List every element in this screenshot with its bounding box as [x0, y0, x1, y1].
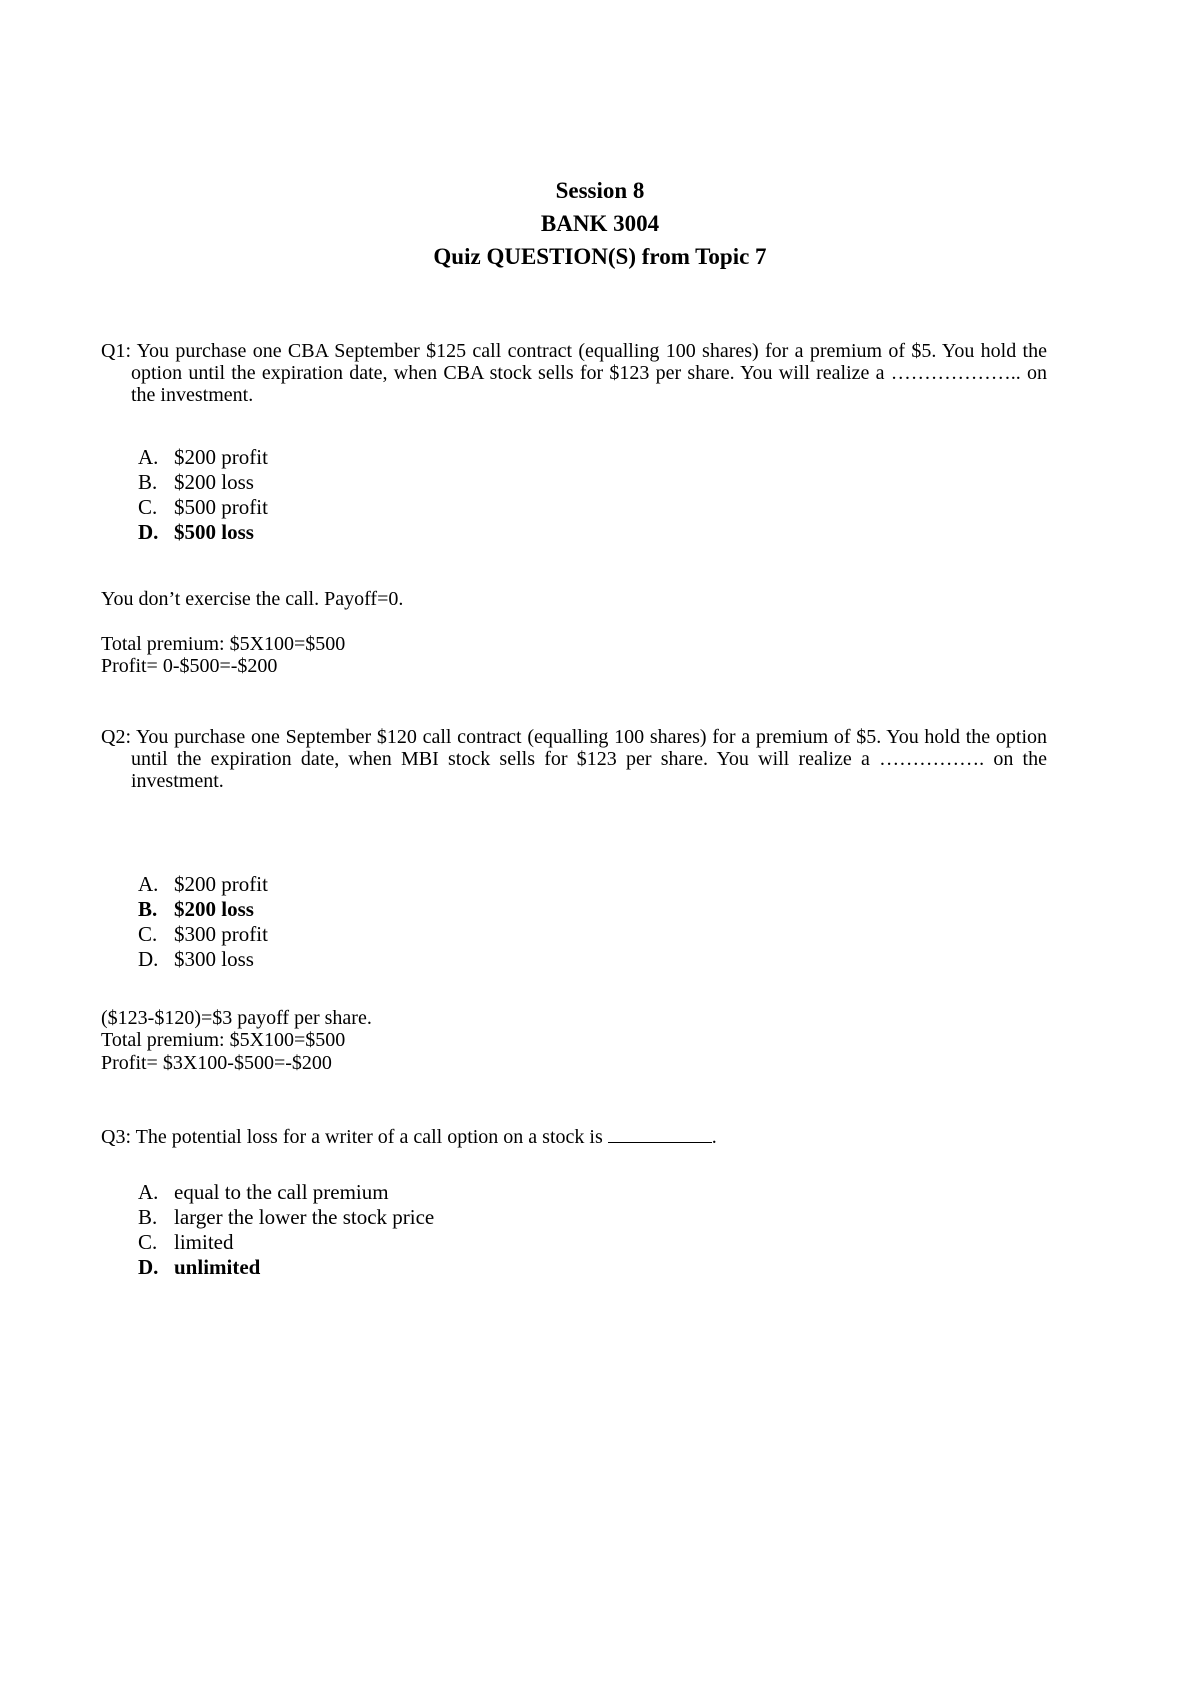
q1-explanation-profit: Profit= 0-$500=-$200: [101, 655, 278, 677]
q3-option-b: B. larger the lower the stock price: [138, 1205, 435, 1229]
q1-option-a: A. $200 profit: [138, 445, 268, 469]
q1-option-c: C. $500 profit: [138, 495, 268, 519]
document-title: [0, 174, 1200, 273]
question-1-text: Q1: You purchase one CBA September $125 call contract (equalling 100 shares) for a premium of $5. You hold the option until the expiration date, when CBA stock sells for $123 per share. You will realize a ……………….. on the investment.: [101, 340, 1047, 406]
question-3-options: [138, 1180, 434, 1280]
q2-option-d: D. $300 loss: [138, 947, 254, 971]
answer-blank: [608, 1124, 712, 1143]
q2-explanation-premium: Total premium: $5X100=$500: [101, 1029, 346, 1051]
question-2-options: [138, 872, 268, 972]
question-2: [101, 726, 1047, 792]
q1-option-b: B. $200 loss: [138, 470, 254, 494]
question-3: [101, 1124, 1047, 1148]
question-3-text: Q3: The potential loss for a writer of a call option on a stock is .: [101, 1126, 717, 1148]
question-2-text: Q2: You purchase one September $120 call contract (equalling 100 shares) for a premium of $5. You hold the option until the expiration date, when MBI stock sells for $123 per share. You will realize a ……………. on the investment.: [101, 726, 1047, 792]
q1-explanation-note: You don’t exercise the call. Payoff=0.: [101, 588, 404, 610]
q2-explanation-payoff: ($123-$120)=$3 payoff per share.: [101, 1007, 372, 1029]
question-1: [101, 340, 1047, 406]
q3-option-c: C. limited: [138, 1230, 234, 1254]
q1-explanation-premium: Total premium: $5X100=$500: [101, 633, 346, 655]
quiz-heading: Quiz QUESTION(S) from Topic 7: [433, 244, 767, 269]
session-heading: Session 8: [555, 178, 645, 203]
q2-explanation-profit: Profit= $3X100-$500=-$200: [101, 1052, 332, 1074]
q1-option-d-correct: D. $500 loss: [138, 520, 254, 544]
q2-option-c: C. $300 profit: [138, 922, 268, 946]
q3-option-a: A. equal to the call premium: [138, 1180, 389, 1204]
q2-option-a: A. $200 profit: [138, 872, 268, 896]
q2-option-b-correct: B. $200 loss: [138, 897, 254, 921]
course-code: BANK 3004: [540, 211, 660, 236]
question-1-options: [138, 445, 268, 545]
q3-option-d-correct: D. unlimited: [138, 1255, 261, 1279]
